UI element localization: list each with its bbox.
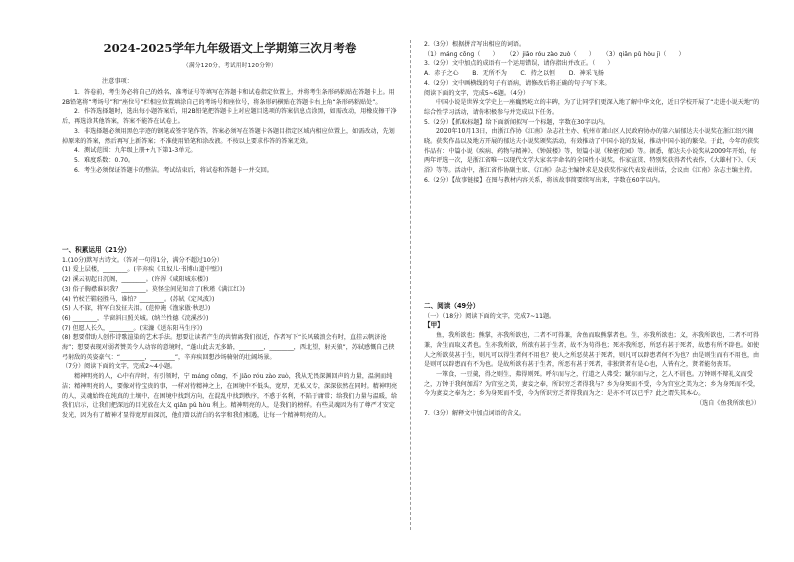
notice-item: 1．答卷前，考生务必将自己的姓名、准考证号等填写在答题卡和试卷指定位置上，并将考生条形码粘贴在答题卡上。用2B铅笔将“考场号”和“座位号”栏相应位置填涂自己的考场号和座位号，将条形码横贴在答题卡右上角“条形码粘贴处”。 bbox=[62, 89, 395, 106]
q1-line: (2) 溪云初起日沉阁，________。(许浑《咸阳城东楼》) bbox=[62, 276, 209, 284]
exam-subtitle: （满分120分，考试用时120分钟） bbox=[183, 63, 277, 69]
q1-line: (5) 人不寐，将军白发征夫泪。(范仲淹《渔家傲·秋思》) bbox=[62, 305, 211, 313]
q2-items bbox=[424, 50, 760, 60]
q6-prompt: 6.（2分）【故事链接】在图与教材内容关系，将该故事简要续写出来，字数在60字以内。 bbox=[424, 176, 664, 184]
q7-prompt: 7.（3分）解释文中加点词语的含义。 bbox=[424, 409, 526, 417]
q5-intro: 阅读下面的文字，完成5~6题。（4分） bbox=[424, 89, 530, 97]
notice-list bbox=[62, 88, 398, 175]
classic-paragraph: 鱼，我所欲也；熊掌，亦我所欲也，二者不可得兼，舍鱼而取熊掌者也。生，亦我所欲也；义，亦我所欲也，二者不可得兼，舍生而取义者也。生亦我所欲，所欲有甚于生者，故不为苟得也；死亦我所恶，所恶有甚于死者，故患有所不辟也。如使人之所欲莫甚于生，则凡可以得生者何不用也？使人之所恶莫甚于死者，则凡可以辟患者何不为也？由是则生而有不用也，由是则可以辟患而有不为也。是故所欲有甚于生者，所恶有甚于死者，非独贤者有是心也，人皆有之，贤者能勿丧耳。 bbox=[424, 332, 760, 369]
q5-passage: 中国小说是世界文学史上一座巍然屹立的丰碑，为了让同学们更深入地了解中华文化，近日学校开展了“走进小说天地”的综合性学习活动，请你积极参与并完成以下任务。 bbox=[424, 99, 760, 116]
notice-item: 6．考生必须保证答题卡的整洁。考试结束后，将试卷和答题卡一并交回。 bbox=[74, 166, 273, 174]
part2-sub: （一）（18分）阅读下面的文字，完成7~11题。 bbox=[424, 312, 556, 320]
notice-item: 4．测试范围：九年级上册+九下第1-3单元。 bbox=[74, 147, 197, 155]
q2-prompt: 2.（3分）根据拼音写出相应的词语。 bbox=[424, 41, 526, 48]
q2-intro: （7分）阅读下面的文字，完成2~4小题。 bbox=[62, 363, 177, 371]
q3-option-a: A．赤子之心 bbox=[424, 70, 459, 78]
q3-option-c: C．持之以恒 bbox=[520, 70, 556, 78]
q3-options bbox=[424, 69, 760, 79]
reading-passage: 精神明亮的人，心中有岸时，有引领时，宁 mánɡ cōnɡ，不 jiāo róu zào zuò，我从无畏深渊回声的力量，温润而纯洁；精神明亮的人，要像对待宝贵的事，一样对待精神之上，在困境中不低头，宽厚，无私又专，深深依然在同时。精神明亮的人，灵魂始终在纯真的土壤中，在困境中找到方向，在混乱中找到秩序，不惑于名利，不陷于庸常；给我们力量与温暖，给我们启示，让我们把深远的目光放在大义 qiān pǔ hòu 利上。精神明亮的人，是我们的榜样。有些灵魂因为有了尊严才安定发光，因为有了精神才显得宽厚而深沉，他们曾以清白的名字和我们相遇，让每一个精神明亮的人。 bbox=[62, 373, 398, 419]
q3-prompt: 3.（2分）文中加点的成语有一个运用错误，请你指出并改正。（ ） bbox=[424, 60, 614, 68]
q2-item: （2）jiāo róu zào zuò（ ） bbox=[506, 50, 595, 58]
part1-heading: 一、积累运用（21分） bbox=[62, 246, 131, 254]
part1-block bbox=[62, 246, 398, 421]
q1-line: (1) 爱上层楼，________。(辛弃疾《丑奴儿·书博山道中壁》) bbox=[62, 266, 223, 274]
right-upper-block bbox=[424, 40, 760, 186]
q1-line: (7) 但愿人长久，________。(宋濂《送东阳马生序》) bbox=[62, 324, 203, 332]
q1-line: (6) ________，半窗斜日照关城。(纳兰性德《浣溪沙》) bbox=[62, 314, 209, 322]
q3-option-d: D．神采飞扬 bbox=[568, 70, 604, 78]
q3-option-b: B．无所不为 bbox=[472, 70, 507, 78]
classic-paragraph: 一箪食，一豆羹，得之则生，弗得则死。呼尔而与之，行道之人弗受；蹴尔而与之，乞人不屑也。万钟则不辩礼义而受之，万钟于我何加焉？为宫室之美，妻妾之奉，所识穷乏者得我与？乡为身死而不受，今为宫室之美为之；乡为身死而不受，今为妻妾之奉为之；乡为身死而不受，今为所识穷乏者得我而为之：是亦不可以已乎？此之谓失其本心。 bbox=[424, 370, 760, 398]
q2-item: （1）mánɡ cōnɡ（ ） bbox=[424, 50, 499, 58]
notice-heading: 注意事项： bbox=[102, 78, 133, 85]
notice-item: 5．难度系数：0.70。 bbox=[74, 156, 135, 164]
notice-item: 2．作答选择题时，选出每小题答案后，用2B铅笔把答题卡上对应题目选项的答案信息点涂黑，如需改动，用橡皮擦干净后，再选涂其他答案，答案不能答在试卷上。 bbox=[62, 108, 397, 126]
passage-source: （选自《鱼我所欲也》） bbox=[696, 400, 760, 408]
q1-intro: 1.(10分)默写古诗文。（答对一句得1分，满分不超过10分） bbox=[62, 256, 223, 264]
q1-line: (3) 俗子胸襟谁识我？________。莫怪尘间见知音了(秋瑾《满江红》) bbox=[62, 285, 245, 293]
q1-line: (4) 竹杖芒鞋轻胜马，谁怕？________。(苏轼《定风波》) bbox=[62, 295, 215, 303]
q1-line-8: (8) 想要借助人创作诗歌渲染的艺术手法。想要让读者产生的共情离我们很近，作者写下“长风破浪会有时，直挂云帆济沧海”；想要表现对弱者赞美令人动容的意境时，“蓬山此去无多路，________，________，西北望，射天狼”，苏轼感慨自己挟弓射敌的英姿豪气：“________，________”，辛弃疾回想沙场骑射的壮阔场景。 bbox=[62, 334, 395, 361]
notice-item: 3．非选择题必须用黑色字迹的钢笔或签字笔作答，答案必须写在答题卡各题目指定区域内相应位置上，如需改动，先划掉原来的答案，然后再写上新答案；不准使用铅笔和涂改液。不按以上要求作答的答案无效。 bbox=[62, 127, 395, 145]
q2-item: （3）qiān pǔ hòu jì（ ） bbox=[602, 50, 685, 58]
exam-title: 2024-2025学年九年级语文上学期第三次月考卷 bbox=[103, 41, 357, 55]
news-text: 2020年10月13日，由浙江作协《江南》杂志社主办、杭州市萧山区人民政府协办的第六届郁达夫小说奖在浙江绍兴揭晓。获奖作品以及地方开展的郁达夫小说奖颁奖活动，有效推动了中国小说的发展，推动中国小说的繁荣。于此，今年的获奖作品有：中篇小说《疾病、药物与精神》、《钟鼓楼》等，短篇小说《秘密花园》等。据悉，郁达夫小说奖从2009年开始，每两年评选一次，是浙江省唯一以现代文学大家名字命名的全国性小说奖，作家宣贯、特别奖获得者代表作，《大雄村下》、《天浴》等等。活动中，浙江省作协副主席、《江南》杂志主编钟求是及获奖作家代表发表讲话，会议由《江南》杂志主编主持。 bbox=[424, 128, 760, 175]
q4-prompt: 4.（2分）文中画横线的句子有语病，请修改后将正确的句子写下来。 bbox=[424, 79, 611, 87]
passage-jia-label: 【甲】 bbox=[424, 321, 444, 330]
part2-heading: 二、阅读（49分） bbox=[424, 302, 480, 310]
part2-block bbox=[424, 302, 760, 418]
column-divider bbox=[410, 40, 411, 530]
q5-prompt: 5.（2分）【抓取标题】给下面新闻拟写一个标题，字数在30字以内。 bbox=[424, 118, 610, 126]
